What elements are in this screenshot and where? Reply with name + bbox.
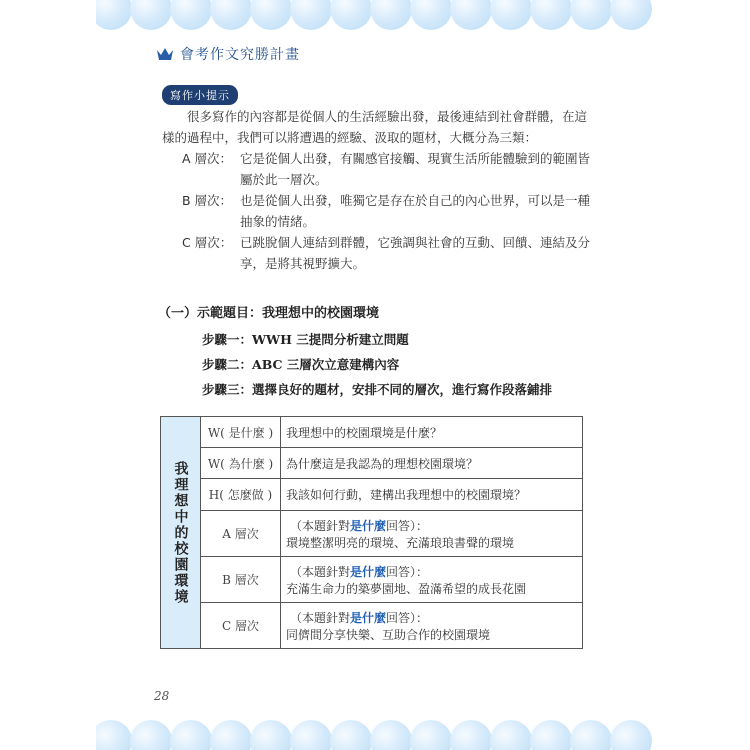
- bubble-decoration: [210, 0, 252, 30]
- level-c: [182, 232, 592, 274]
- level-answer: 同儕間分享快樂、互助合作的校園環境: [286, 627, 491, 642]
- level-note: [286, 563, 582, 580]
- table-row: [161, 479, 583, 511]
- bubble-decoration: [210, 720, 252, 750]
- question-text: 我理想中的校園環境是什麼？: [281, 417, 583, 448]
- level-cell: [281, 557, 583, 603]
- bubble-decoration: [130, 0, 172, 30]
- level-label: B 層次: [201, 557, 281, 603]
- table-row: [161, 603, 583, 649]
- level-answer: 環境整潔明亮的環境、充滿琅琅書聲的環境: [286, 535, 515, 550]
- bubble-decoration: [490, 0, 532, 30]
- bubble-decoration: [610, 720, 652, 750]
- note-prefix: （本題針對: [290, 610, 351, 625]
- table-row: [161, 417, 583, 448]
- bubble-decoration: [330, 720, 372, 750]
- tip-intro: 很多寫作的內容都是從個人的生活經驗出發，最後連結到社會群體，在這樣的過程中，我們可以將遭遇的經驗、汲取的題材，大概分為三類：: [162, 109, 588, 145]
- section-title: （一）示範題目：我理想中的校園環境: [158, 306, 380, 321]
- level-a-label: A 層次：: [182, 151, 233, 166]
- table-row: [161, 448, 583, 479]
- bubble-decoration: [450, 720, 492, 750]
- bubble-decoration: [250, 0, 292, 30]
- level-b: [182, 190, 592, 232]
- note-suffix: 回答）：: [386, 610, 429, 625]
- level-note: [286, 609, 582, 626]
- note-highlight: 是什麼: [350, 610, 387, 625]
- bubble-border-bottom: [96, 712, 652, 750]
- note-highlight: 是什麼: [350, 564, 387, 579]
- level-answer: 充滿生命力的築夢園地、盈滿希望的成長花園: [286, 581, 527, 596]
- level-cell: [281, 511, 583, 557]
- book-page: [96, 0, 652, 750]
- bubble-decoration: [170, 0, 212, 30]
- note-prefix: （本題針對: [290, 518, 351, 533]
- table-side-cell: [161, 417, 201, 649]
- bubble-decoration: [330, 0, 372, 30]
- level-note: [286, 517, 582, 534]
- step-three: 步驟三：選擇良好的題材，安排不同的層次，進行寫作段落鋪排: [202, 382, 553, 397]
- bubble-decoration: [290, 720, 332, 750]
- tip-badge: 寫作小提示: [162, 85, 238, 105]
- level-a-text: 它是從個人出發，有關感官接觸、現實生活所能體驗到的範圍皆屬於此一層次。: [240, 151, 591, 187]
- bubble-decoration: [570, 0, 612, 30]
- table-row: [161, 511, 583, 557]
- question-label: W( 為什麼 ): [201, 448, 281, 479]
- bubble-decoration: [96, 0, 132, 30]
- bubble-decoration: [370, 0, 412, 30]
- bubble-decoration: [450, 0, 492, 30]
- bubble-decoration: [570, 720, 612, 750]
- note-suffix: 回答）：: [386, 564, 429, 579]
- bubble-decoration: [530, 720, 572, 750]
- question-label: H( 怎麼做 ): [201, 479, 281, 511]
- question-text: 我該如何行動，建構出我理想中的校園環境？: [281, 479, 583, 511]
- running-header: [156, 44, 300, 64]
- level-b-label: B 層次：: [182, 193, 233, 208]
- level-c-text: 已跳脫個人連結到群體，它強調與社會的互動、回饋、連結及分享，是將其視野擴大。: [240, 235, 591, 271]
- question-text: 為什麼這是我認為的理想校園環境？: [281, 448, 583, 479]
- crown-icon: [156, 47, 174, 61]
- bubble-decoration: [290, 0, 332, 30]
- step-one: 步驟一：WWH 三提問分析建立問題: [202, 332, 409, 347]
- bubble-decoration: [370, 720, 412, 750]
- level-a: [182, 148, 592, 190]
- bubble-decoration: [170, 720, 212, 750]
- bubble-decoration: [96, 720, 132, 750]
- table-row: [161, 557, 583, 603]
- note-suffix: 回答）：: [386, 518, 429, 533]
- level-b-text: 也是從個人出發，唯獨它是存在於自己的內心世界，可以是一種抽象的情緒。: [240, 193, 591, 229]
- level-c-label: C 層次：: [182, 235, 233, 250]
- table-side-label: 我理想中的校園環境: [172, 460, 189, 605]
- bubble-decoration: [410, 0, 452, 30]
- wwh-abc-table: [160, 416, 583, 649]
- header-title: 會考作文究勝計畫: [180, 47, 300, 63]
- bubble-decoration: [410, 720, 452, 750]
- step-two: 步驟二：ABC 三層次立意建構內容: [202, 357, 400, 372]
- bubble-decoration: [490, 720, 532, 750]
- note-prefix: （本題針對: [290, 564, 351, 579]
- bubble-border-top: [96, 0, 652, 40]
- bubble-decoration: [130, 720, 172, 750]
- bubble-decoration: [250, 720, 292, 750]
- level-label: A 層次: [201, 511, 281, 557]
- level-cell: [281, 603, 583, 649]
- question-label: W( 是什麼 ): [201, 417, 281, 448]
- page-number: 28: [154, 689, 170, 703]
- bubble-decoration: [610, 0, 652, 30]
- level-label: C 層次: [201, 603, 281, 649]
- bubble-decoration: [530, 0, 572, 30]
- note-highlight: 是什麼: [350, 518, 387, 533]
